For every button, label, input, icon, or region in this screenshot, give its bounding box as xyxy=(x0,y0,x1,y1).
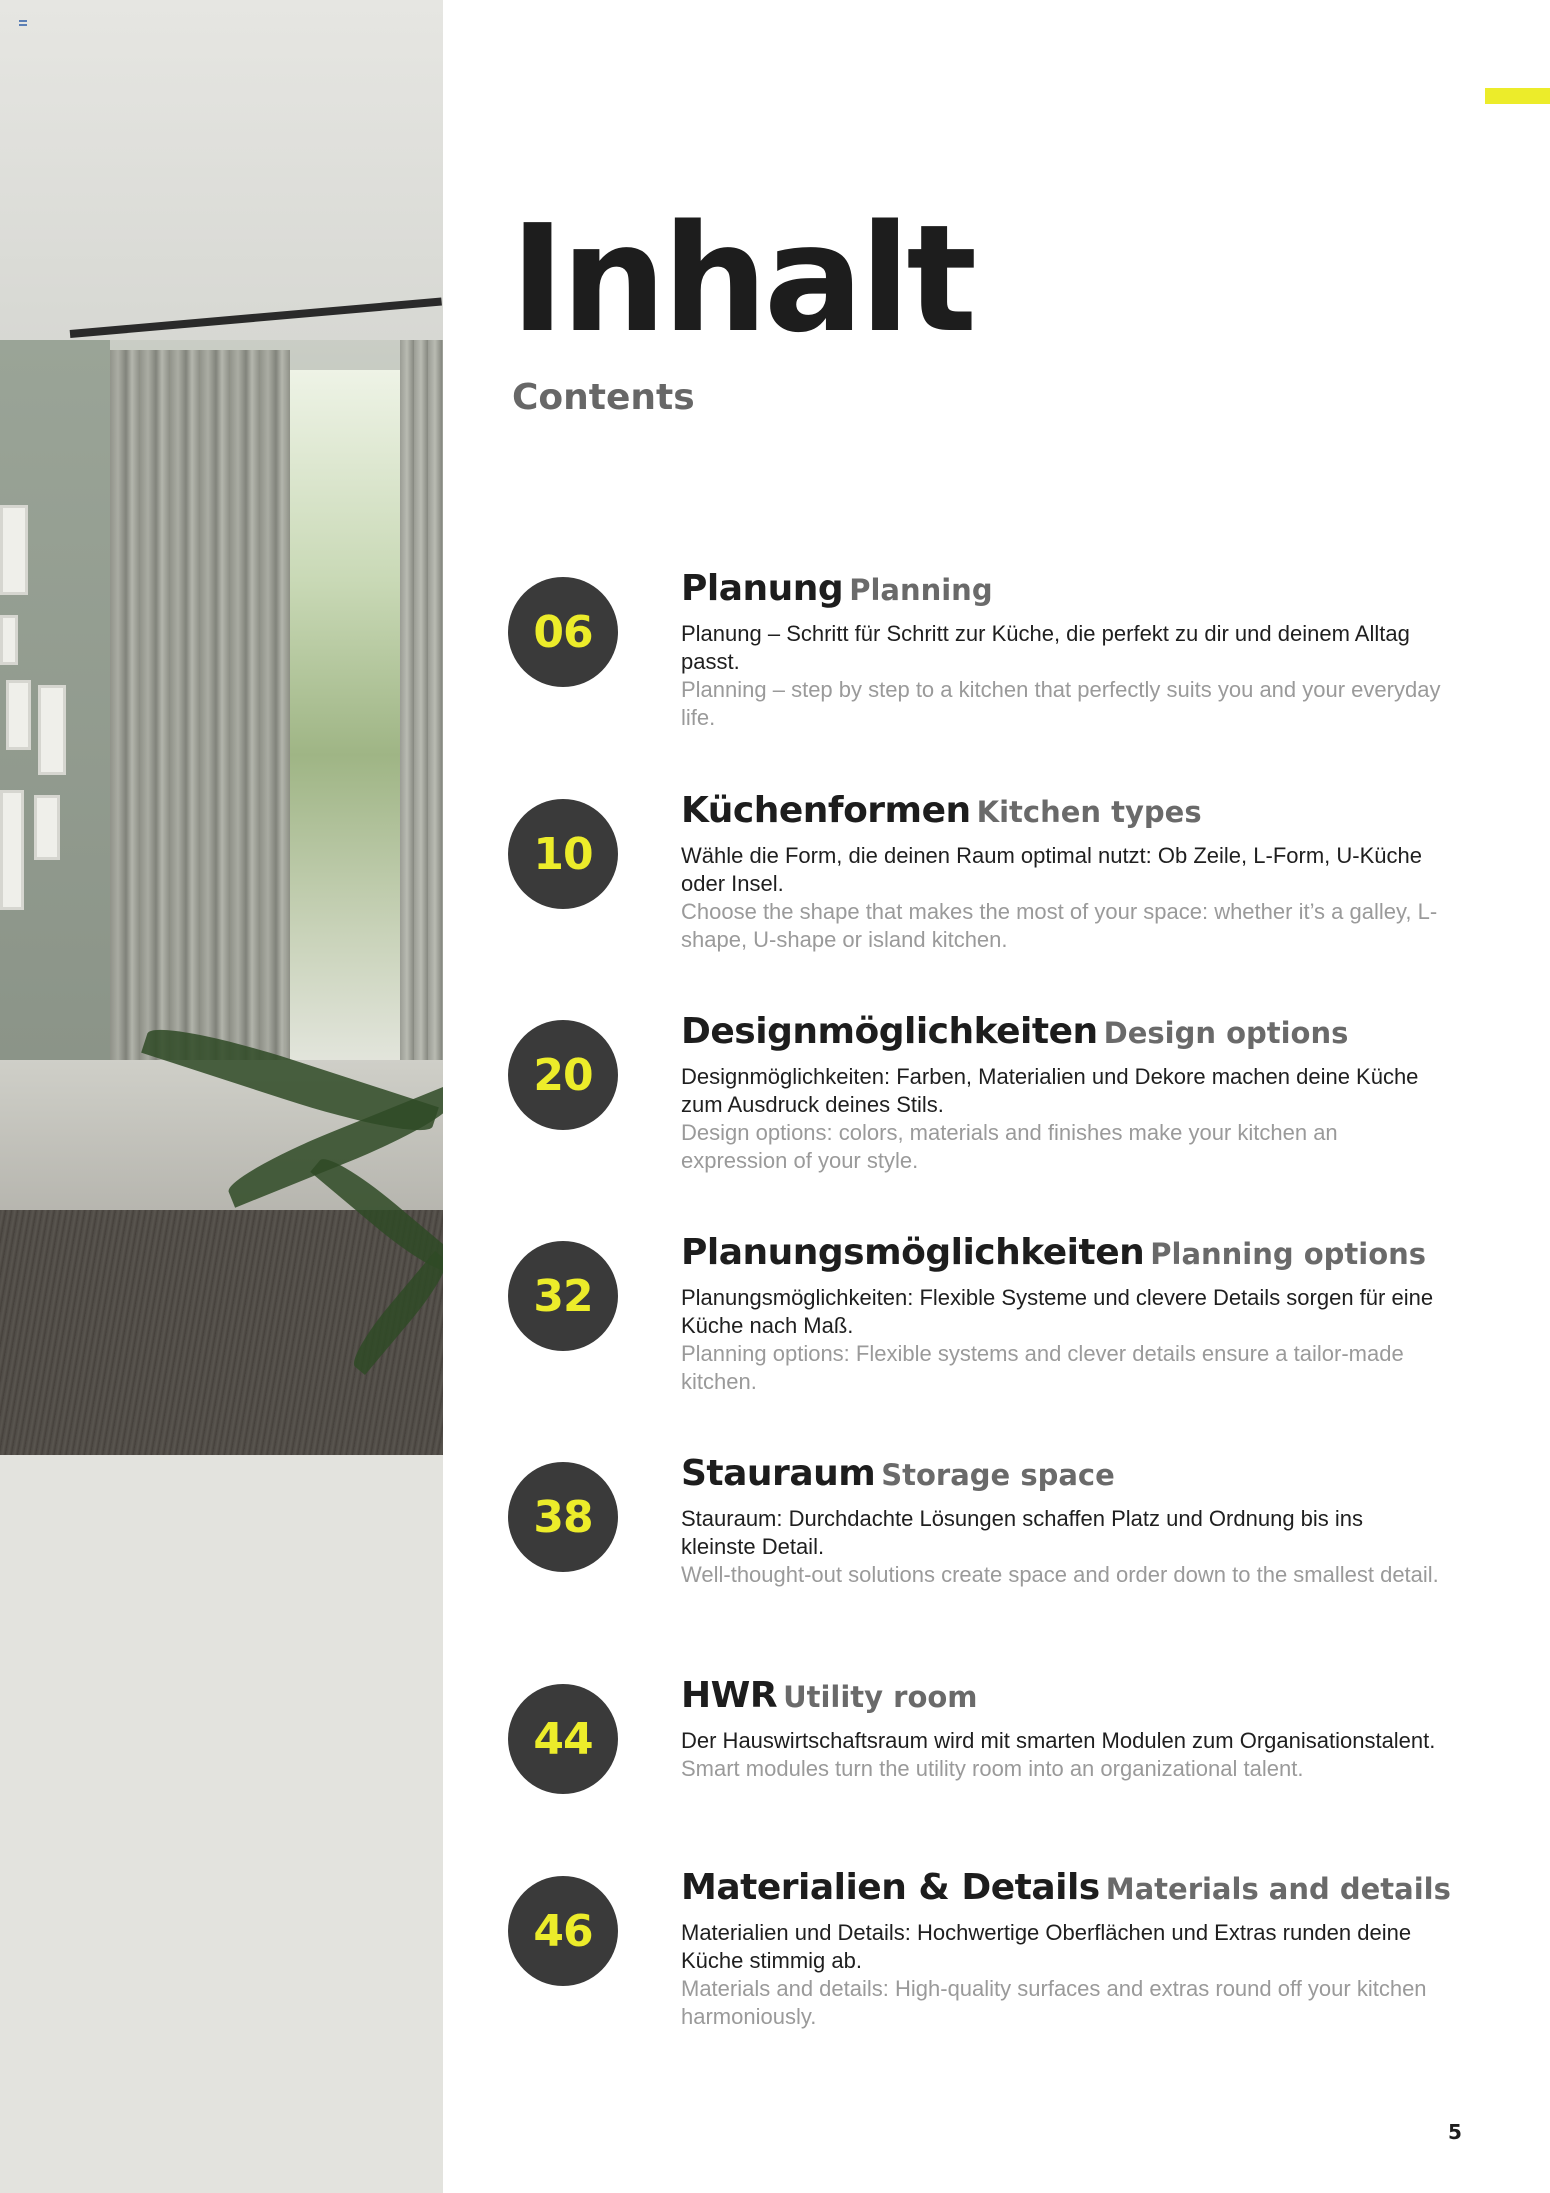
entry-description-de: Stauraum: Durchdachte Lösungen schaffen Platz und Ordnung bis ins kleinste Detail. xyxy=(681,1506,1364,1560)
entry-title-en: Planning options xyxy=(1150,1237,1427,1271)
entry-title: Küchenformen xyxy=(681,790,971,831)
entry-text xyxy=(681,1674,1441,1783)
toc-entry-planung[interactable] xyxy=(508,568,1448,757)
entry-title-en: Kitchen types xyxy=(976,795,1202,829)
entry-description-de: Materialien und Details: Hochwertige Oberflächen und Extras runden deine Küche stimmig ab. xyxy=(681,1920,1412,1974)
entry-description-de: Wähle die Form, die deinen Raum optimal nutzt: Ob Zeile, L-Form, U-Küche oder Insel. xyxy=(681,843,1422,897)
photo-wall-frame xyxy=(34,795,60,860)
photo-curtain xyxy=(110,350,290,1080)
entry-title: Planung xyxy=(681,568,844,609)
entry-text xyxy=(681,1231,1441,1396)
photo-wall-frame xyxy=(6,680,31,750)
entry-heading xyxy=(681,1866,1451,1909)
photo-wall-frame xyxy=(38,685,66,775)
left-column xyxy=(0,0,443,2193)
entry-description-en: Choose the shape that makes the most of your space: whether it’s a galley, L-shape, U-shape or island kitchen. xyxy=(681,899,1438,953)
page-number-badge: 20 xyxy=(508,1020,618,1130)
entry-heading xyxy=(681,1010,1441,1053)
page-number-badge: 38 xyxy=(508,1462,618,1572)
toc-entry-designmoeglichkeiten[interactable] xyxy=(508,1011,1448,1200)
toc-entry-stauraum[interactable] xyxy=(508,1453,1448,1642)
entry-text xyxy=(681,1452,1441,1589)
page-number-badge: 10 xyxy=(508,799,618,909)
entry-description-en: Planning – step by step to a kitchen that perfectly suits you and your everyday life. xyxy=(681,677,1441,731)
entry-description-de: Planungsmöglichkeiten: Flexible Systeme und clevere Details sorgen für eine Küche nach Maß. xyxy=(681,1285,1434,1339)
photo-wall-frame xyxy=(0,505,28,595)
entry-description-de: Der Hauswirtschaftsraum wird mit smarten Modulen zum Organisationstalent. xyxy=(681,1728,1436,1754)
entry-text xyxy=(681,1010,1441,1175)
page-number: 5 xyxy=(1448,2120,1462,2144)
entry-title: Materialien & Details xyxy=(681,1867,1100,1908)
page-number-badge: 06 xyxy=(508,577,618,687)
entry-heading xyxy=(681,1231,1441,1274)
page-title: Inhalt xyxy=(510,193,974,365)
entry-title-en: Materials and details xyxy=(1105,1872,1451,1906)
entry-heading xyxy=(681,1452,1441,1495)
entry-title-en: Design options xyxy=(1103,1016,1349,1050)
toc-entry-materialien[interactable] xyxy=(508,1867,1451,2056)
accent-bar xyxy=(1485,88,1550,104)
entry-heading xyxy=(681,789,1441,832)
photo-wall-frame xyxy=(0,790,24,910)
entry-description-en: Well-thought-out solutions create space and order down to the smallest detail. xyxy=(681,1562,1439,1588)
toc-entry-planungsmoeglichkeiten[interactable] xyxy=(508,1232,1448,1421)
entry-text xyxy=(681,567,1441,732)
entry-title: HWR xyxy=(681,1675,778,1716)
page-number-badge: 44 xyxy=(508,1684,618,1794)
entry-text xyxy=(681,789,1441,954)
entry-heading xyxy=(681,567,1441,610)
entry-description-en: Planning options: Flexible systems and clever details ensure a tailor-made kitchen. xyxy=(681,1341,1404,1395)
toc-entry-kuechenformen[interactable] xyxy=(508,790,1448,979)
page-number-badge: 46 xyxy=(508,1876,618,1986)
toc-entry-hwr[interactable] xyxy=(508,1675,1448,1864)
entry-title-en: Utility room xyxy=(783,1680,978,1714)
interior-photo xyxy=(0,0,443,1455)
entry-text xyxy=(681,1866,1451,2031)
entry-title-en: Storage space xyxy=(881,1458,1115,1492)
entry-title: Planungsmöglichkeiten xyxy=(681,1232,1145,1273)
page-subtitle: Contents xyxy=(512,377,695,418)
entry-title-en: Planning xyxy=(849,573,993,607)
page-number-badge: 32 xyxy=(508,1241,618,1351)
entry-description-de: Designmöglichkeiten: Farben, Materialien und Dekore machen deine Küche zum Ausdruck deines Stils. xyxy=(681,1064,1419,1118)
entry-heading xyxy=(681,1674,1441,1717)
entry-title: Stauraum xyxy=(681,1453,876,1494)
corner-mark xyxy=(19,20,27,26)
entry-description-en: Design options: colors, materials and finishes make your kitchen an expression of your style. xyxy=(681,1120,1338,1174)
entry-title: Designmöglichkeiten xyxy=(681,1011,1098,1052)
entry-description-en: Materials and details: High-quality surfaces and extras round off your kitchen harmoniously. xyxy=(681,1976,1427,2030)
photo-ceiling xyxy=(0,0,443,340)
entry-description-en: Smart modules turn the utility room into an organizational talent. xyxy=(681,1756,1304,1782)
photo-curtain xyxy=(400,340,443,1100)
photo-wall-frame xyxy=(0,615,18,665)
entry-description-de: Planung – Schritt für Schritt zur Küche, die perfekt zu dir und deinem Alltag passt. xyxy=(681,621,1410,675)
